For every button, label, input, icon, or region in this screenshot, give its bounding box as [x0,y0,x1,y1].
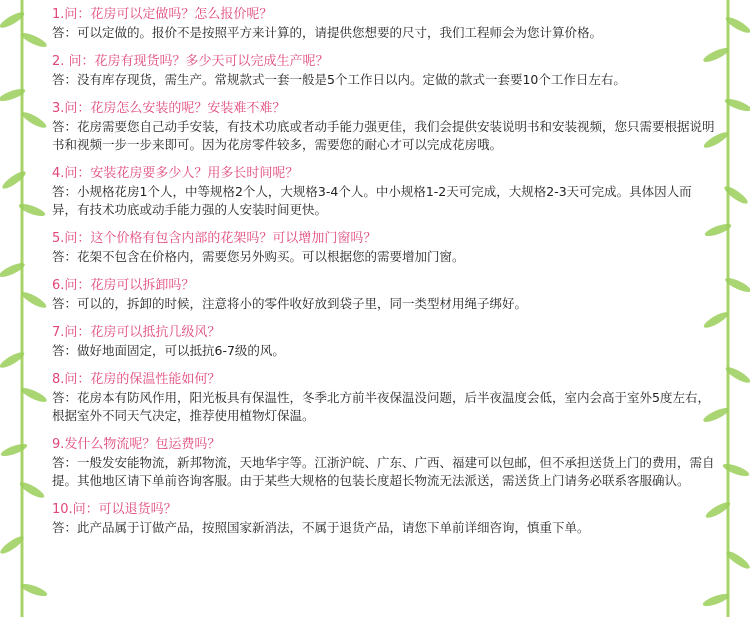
faq-answer: 答：可以定做的。报价不是按照平方来计算的，请提供您想要的尺寸，我们工程师会为您计算价格。 [52,25,603,40]
faq-question: 7.问：花房可以抵抗几级风？ [52,325,221,340]
faq-question: 1.问：花房可以定做吗？怎么报价呢？ [52,7,273,22]
faq-item [52,501,716,537]
faq-item [52,371,716,425]
faq-item [52,436,716,490]
faq-answer: 答：花房本有防风作用，阳光板具有保温性，冬季北方前半夜保温没问题，后半夜温度会低，室内会高于室外5度左右，根据室外不同天气决定，推荐使用植物灯保温。 [52,390,710,423]
faq-item [52,100,716,154]
faq-answer: 答：做好地面固定，可以抵抗6-7级的风。 [52,343,285,358]
faq-item [52,53,716,89]
faq-question: 8.问：花房的保温性能如何？ [52,372,221,387]
faq-question: 4.问：安装花房要多少人？用多长时间呢？ [52,166,299,181]
faq-question: 10.问：可以退货吗？ [52,502,177,517]
faq-answer: 答：此产品属于订做产品，按照国家新消法，不属于退货产品，请您下单前详细咨询，慎重下单。 [52,520,590,535]
faq-answer: 答：没有库存现货，需生产。常规款式一套一般是5个工作日以内。定做的款式一套要10个工作日左右。 [52,72,626,87]
faq-answer: 答：小规格花房1个人，中等规格2个人，大规格3-4个人。中小规格1-2天可完成，大规格2-3天可完成。具体因人而异，有技术功底或动手能力强的人安装时间更快。 [52,184,692,217]
faq-answer: 答：一般发安能物流，新邦物流，天地华宇等。江浙沪皖、广东、广西、福建可以包邮，但不承担送货上门的费用，需自提。其他地区请下单前咨询客服。由于某些大规格的包装长度超长物流无法派送，需送货上门请务必联系客服确认。 [52,455,715,488]
faq-item [52,230,716,266]
faq-question: 2. 问：花房有现货吗？多少天可以完成生产呢？ [52,54,329,69]
faq-question: 5.问：这个价格有包含内部的花架吗？可以增加门窗吗？ [52,231,377,246]
faq-question: 3.问：花房怎么安装的呢？安装难不难？ [52,101,286,116]
faq-answer: 答：可以的，拆卸的时候，注意将小的零件收好放到袋子里，同一类型材用绳子绑好。 [52,296,528,311]
faq-question: 6.问：花房可以拆卸吗？ [52,278,195,293]
faq-answer: 答：花架不包含在价格内，需要您另外购买。可以根据您的需要增加门窗。 [52,249,465,264]
faq-item [52,324,716,360]
bamboo-decoration-left [0,0,52,617]
faq-item [52,277,716,313]
faq-question: 9.发什么物流呢？包运费吗？ [52,437,221,452]
faq-answer: 答：花房需要您自己动手安装，有技术功底或者动手能力强更佳，我们会提供安装说明书和安装视频，您只需要根据说明书和视频一步一步来即可。因为花房零件较多，需要您的耐心才可以完成花房哦。 [52,119,715,152]
faq-item [52,6,716,42]
faq-list [52,6,716,548]
faq-item [52,165,716,219]
